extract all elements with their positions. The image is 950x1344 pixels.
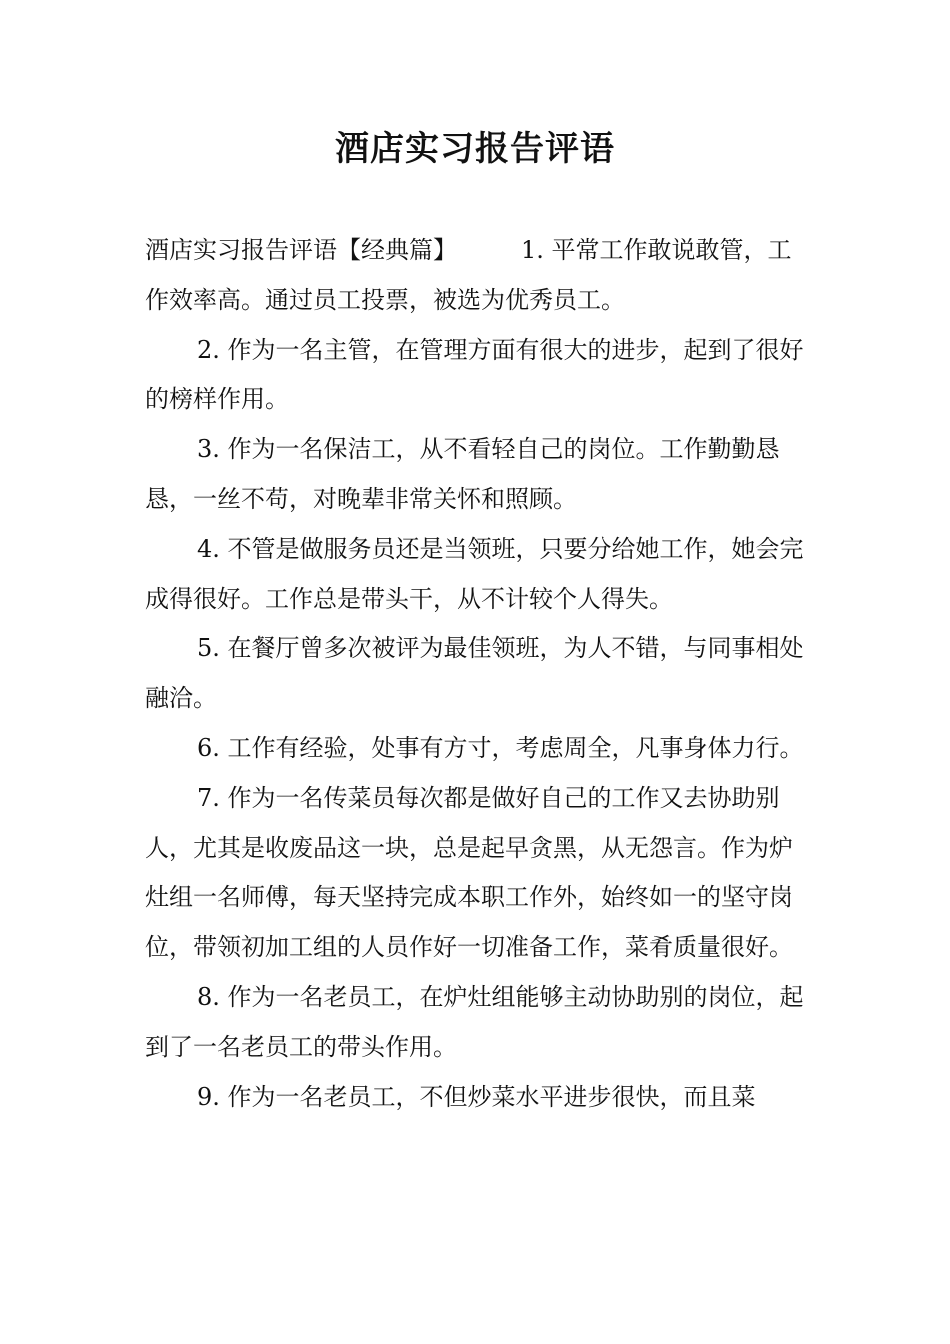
paragraph-7: 7. 作为一名传菜员每次都是做好自己的工作又去协助别人，尤其是收废品这一块，总是起早贪黑，从无怨言。作为炉灶组一名师傅，每天坚持完成本职工作外，始终如一的坚守岗位，带领初加工组的人员作好一切准备工作，菜肴质量很好。 [145,783,793,962]
paragraph-6: 6. 工作有经验，处事有方寸，考虑周全，凡事身体力行。 [197,733,804,762]
paragraph-1-text: 1. 平常工作敢说敢管，工作效率高。通过员工投票，被选为优秀员工。 [145,236,792,314]
paragraph-3: 3. 作为一名保洁工，从不看轻自己的岗位。工作勤勤恳恳，一丝不苟，对晚辈非常关怀和照顾。 [145,435,780,513]
document-body [145,226,815,1122]
paragraph-8: 8. 作为一名老员工，在炉灶组能够主动协助别的岗位，起到了一名老员工的带头作用。 [145,982,804,1061]
paragraph-9: 9. 作为一名老员工，不但炒菜水平进步很快，而且菜 [197,1082,756,1111]
intro-heading: 酒店实习报告评语【经典篇】 [145,236,457,264]
paragraph-4: 4. 不管是做服务员还是当领班，只要分给她工作，她会完成得很好。工作总是带头干，从不计较个人得失。 [145,534,804,613]
document-title: 酒店实习报告评语 [335,129,615,169]
paragraph-1 [145,226,815,326]
paragraph-5: 5. 在餐厅曾多次被评为最佳领班，为人不错，与同事相处融洽。 [145,634,804,713]
paragraph-2: 2. 作为一名主管，在管理方面有很大的进步，起到了很好的榜样作用。 [145,335,804,414]
